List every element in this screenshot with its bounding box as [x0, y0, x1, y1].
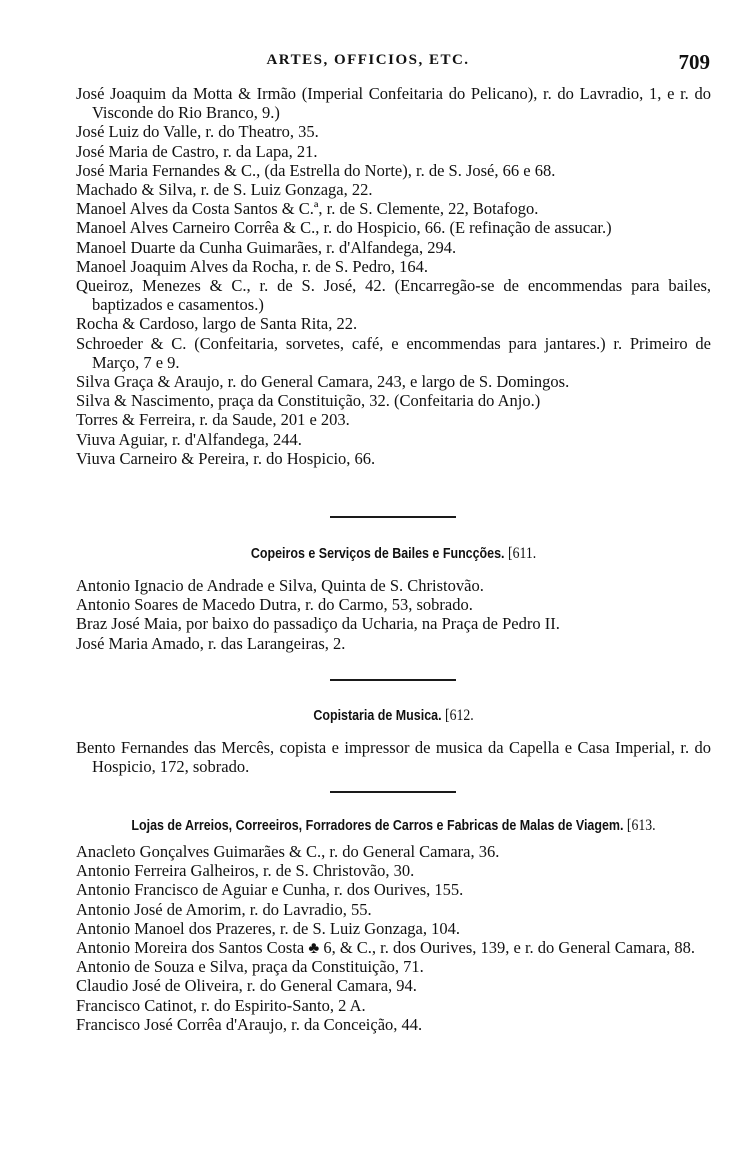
section-code: [611.: [507, 545, 537, 562]
list-item: Manoel Alves Carneiro Corrêa & C., r. do Hospicio, 66. (E refinação de assucar.): [76, 218, 612, 238]
list-item: Antonio Ferreira Galheiros, r. de S. Christovão, 30.: [76, 861, 415, 881]
copeiros-section: [76, 544, 711, 653]
list-item: Francisco Catinot, r. do Espirito-Santo, 2 A.: [76, 995, 366, 1015]
list-item: Antonio Francisco de Aguiar e Cunha, r. dos Ourives, 155.: [76, 880, 464, 900]
list-item: Queiroz, Menezes & C., r. de S. José, 42. (Encarregão-se de encommendas para bailes, baptizados e casamentos.): [76, 276, 711, 315]
list-item: Anacleto Gonçalves Guimarães & C., r. do General Camara, 36.: [76, 842, 500, 861]
list-item: Silva & Nascimento, praça da Constituição, 32. (Confeitaria do Anjo.): [76, 391, 541, 411]
list-item: Francisco José Corrêa d'Araujo, r. da Conceição, 44.: [76, 1014, 423, 1034]
list-item: Torres & Ferreira, r. da Saude, 201 e 203.: [76, 410, 350, 430]
list-item: José Luiz do Valle, r. do Theatro, 35.: [76, 122, 319, 142]
list-item: Silva Graça & Araujo, r. do General Camara, 243, e largo de S. Domingos.: [76, 372, 570, 392]
list-item: Viuva Carneiro & Pereira, r. do Hospicio, 66.: [76, 448, 376, 468]
list-item: Antonio José de Amorim, r. do Lavradio, 55.: [76, 899, 372, 919]
arreios-section: [76, 816, 711, 1034]
section-heading: [120, 544, 666, 564]
section-code: [612.: [445, 707, 474, 724]
list-item: Antonio Moreira dos Santos Costa ♣ 6, & C., r. dos Ourives, 139, e r. do General Camara, 88.: [76, 938, 695, 958]
copistaria-section: [76, 706, 711, 776]
running-head: ARTES, OFFICIOS, ETC.: [266, 52, 470, 68]
page-header: [0, 50, 736, 74]
section-divider: [330, 791, 456, 793]
list-item: Bento Fernandes das Mercês, copista e impressor de musica da Capella e Casa Imperial, r. do Hospicio, 172, sobrado.: [76, 738, 711, 777]
section-heading: [120, 706, 666, 726]
confeitarias-list: [76, 84, 711, 468]
list-item: Machado & Silva, r. de S. Luiz Gonzaga, 22.: [76, 180, 373, 200]
section-heading-text: Lojas de Arreios, Correeiros, Forradores de Carros e Fabricas de Malas de Viagem.: [131, 818, 624, 834]
list-item: José Joaquim da Motta & Irmão (Imperial Confeitaria do Pelicano), r. do Lavradio, 1, e r. do Visconde do Rio Branco, 9.): [76, 84, 711, 123]
list-item: Schroeder & C. (Confeitaria, sorvetes, café, e encommendas para jantares.) r. Primeiro de Março, 7 e 9.: [76, 333, 711, 372]
list-item: Antonio Ignacio de Andrade e Silva, Quinta de S. Christovão.: [76, 576, 484, 595]
list-item: Manoel Alves da Costa Santos & C.ª, r. de S. Clemente, 22, Botafogo.: [76, 199, 539, 219]
list-item: Rocha & Cardoso, largo de Santa Rita, 22.: [76, 314, 358, 334]
list-item: Braz José Maia, por baixo do passadiço da Ucharia, na Praça de Pedro II.: [76, 614, 560, 634]
list-item: Antonio de Souza e Silva, praça da Constituição, 71.: [76, 957, 424, 977]
list-item: Viuva Aguiar, r. d'Alfandega, 244.: [76, 429, 302, 449]
list-item: Antonio Manoel dos Prazeres, r. de S. Luiz Gonzaga, 104.: [76, 918, 460, 938]
list-item: Claudio José de Oliveira, r. do General Camara, 94.: [76, 976, 417, 996]
list-item: José Maria Fernandes & C., (da Estrella do Norte), r. de S. José, 66 e 68.: [76, 160, 556, 180]
section-divider: [330, 516, 456, 518]
list-item: José Maria de Castro, r. da Lapa, 21.: [76, 141, 318, 161]
section-heading-text: Copeiros e Serviços de Bailes e Funcções.: [250, 546, 505, 562]
section-code: [613.: [626, 817, 656, 834]
list-item: Manoel Joaquim Alves da Rocha, r. de S. Pedro, 164.: [76, 256, 428, 276]
section-heading: [120, 816, 666, 836]
list-item: Manoel Duarte da Cunha Guimarães, r. d'Alfandega, 294.: [76, 237, 457, 257]
page-number: 709: [678, 50, 710, 74]
list-item: José Maria Amado, r. das Larangeiras, 2.: [76, 633, 346, 653]
section-divider: [330, 679, 456, 681]
list-item: Antonio Soares de Macedo Dutra, r. do Carmo, 53, sobrado.: [76, 595, 473, 615]
section-heading-text: Copistaria de Musica.: [313, 708, 442, 724]
